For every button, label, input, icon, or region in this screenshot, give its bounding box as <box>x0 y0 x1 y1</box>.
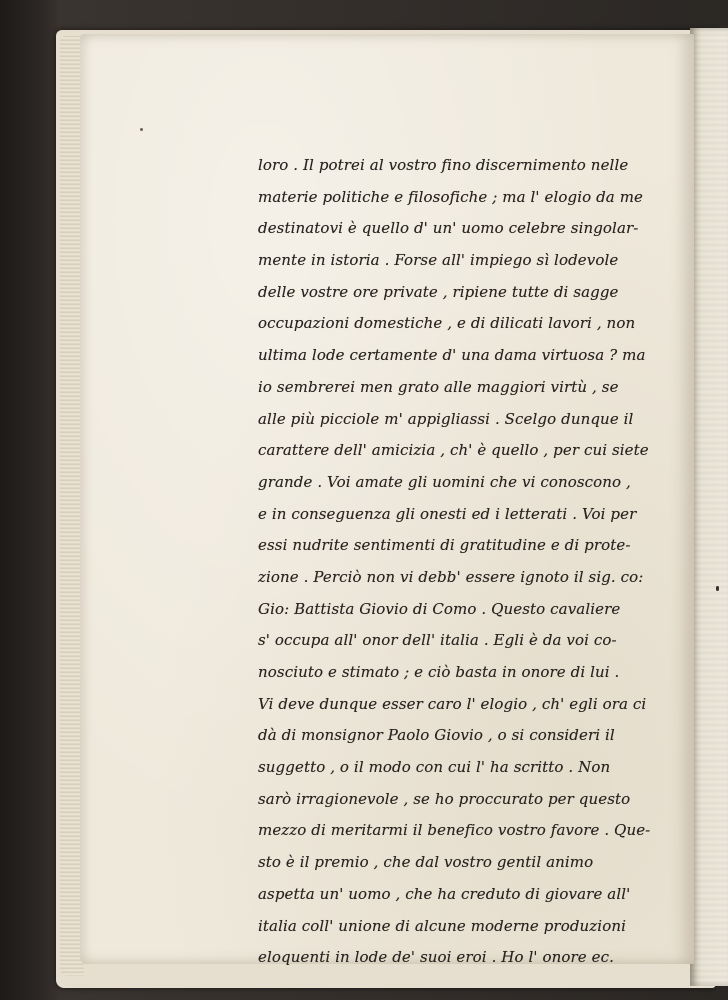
facing-page-edge <box>690 28 728 986</box>
text-line: io sembrerei men grato alle maggiori virtù , se <box>258 377 619 396</box>
text-line: grande . Voi amate gli uomini che vi conoscono , <box>258 472 631 491</box>
text-line: delle vostre ore private , ripiene tutte di sagge <box>258 282 619 301</box>
text-line: mente in istoria . Forse all' impiego sì lodevole <box>258 251 619 270</box>
text-line: zione . Perciò non vi debb' essere ignoto il sig. co: <box>258 567 644 586</box>
text-line: Vi deve dunque esser caro l' elogio , ch' egli ora ci <box>258 694 647 713</box>
text-line: destinatovi è quello d' un' uomo celebre singolar- <box>258 219 639 238</box>
text-line: s' occupa all' onor dell' italia . Egli è da voi co- <box>258 631 617 650</box>
body-text <box>258 150 688 974</box>
text-line: carattere dell' amicizia , ch' è quello , per cui siete <box>258 441 649 460</box>
text-line: occupazioni domestiche , e di dilicati lavori , non <box>258 314 636 333</box>
text-line: materie politiche e filosofiche ; ma l' elogio da me <box>258 187 644 206</box>
text-line: e in conseguenza gli onesti ed i letterati . Voi per <box>258 504 637 523</box>
text-line: dà di monsignor Paolo Giovio , o si consideri il <box>258 726 615 745</box>
paper-speck <box>716 586 719 591</box>
text-line: nosciuto e stimato ; e ciò basta in onore di lui . <box>258 663 620 681</box>
text-line: suggetto , o il modo con cui l' ha scritto . Non <box>258 758 611 777</box>
text-line: aspetta un' uomo , che ha creduto di giovare all' <box>258 884 631 903</box>
text-line: eloquenti in lode de' suoi eroi . Ho l' onore ec. <box>258 948 614 967</box>
text-line: loro . Il potrei al vostro fino discernimento nelle <box>258 156 629 174</box>
text-line: sto è il premio , che dal vostro gentil animo <box>258 853 594 872</box>
text-line: ultima lode certamente d' una dama virtuosa ? ma <box>258 346 646 365</box>
text-line: Gio: Battista Giovio di Como . Questo cavaliere <box>258 599 621 618</box>
text-line: alle più picciole m' appigliassi . Scelgo dunque il <box>258 409 634 428</box>
text-line: essi nudrite sentimenti di gratitudine e di prote- <box>258 536 631 555</box>
paper-speck <box>140 128 143 131</box>
text-line: mezzo di meritarmi il benefico vostro favore . Que- <box>258 821 651 840</box>
text-line: sarò irragionevole , se ho proccurato per questo <box>258 789 631 808</box>
text-line: italia coll' unione di alcune moderne produzioni <box>258 916 626 935</box>
